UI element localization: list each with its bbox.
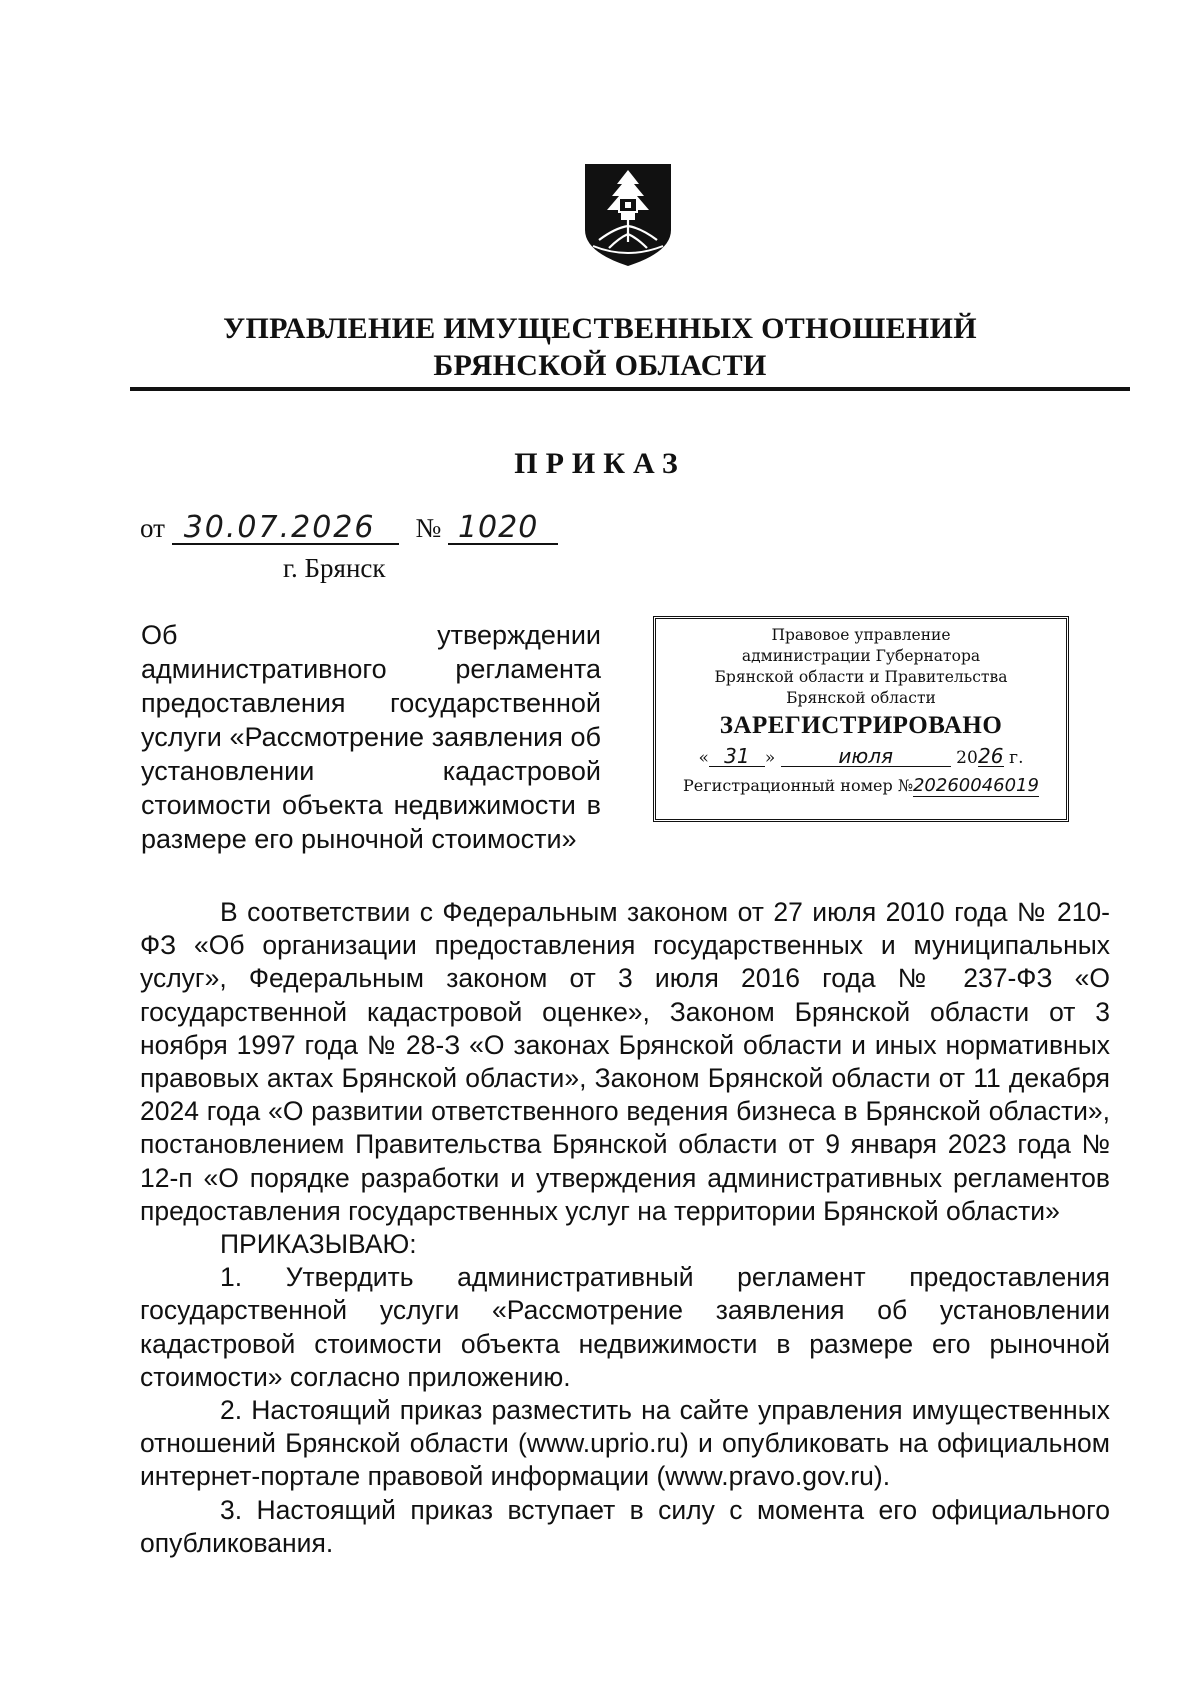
stamp-line2: администрации Губернатора <box>741 647 981 665</box>
stamp-day: 31 <box>709 746 765 767</box>
date-prefix: от <box>140 513 165 543</box>
preamble-paragraph: В соответствии с Федеральным законом от 27 июля 2010 года № 210-ФЗ «Об организации предоставления государственных и муниципальных услуг», Федеральным законом от 3 июля 2016 года № 237-ФЗ «О государственной кадастровой оценке», Законом Брянской области от 3 ноября 1997 года № 28-З «О законах Брянской области и иных нормативных правовых актах Брянской области», Законом Брянской области от 11 декабря 2024 года «О развитии ответственного ведения бизнеса в Брянской области», постановлением Правительства Брянской области от 9 января 2023 года № 12-п «О порядке разработки и утверждения административных регламентов предоставления государственных услуг на территории Брянской области» <box>140 897 1110 1226</box>
stamp-registration <box>656 776 1066 797</box>
stamp-day-open: « <box>698 748 709 768</box>
order-item-1: 1. Утвердить административный регламент предоставления государственной услуги «Рассмотрение заявления об установлении кадастровой стоимости объекта недвижимости в размере его рыночной стоимости» согласно приложению. <box>140 1262 1110 1392</box>
number-sign: № <box>415 513 442 543</box>
document-type: ПРИКАЗ <box>514 447 686 480</box>
organization-title-line2: БРЯНСКОЙ ОБЛАСТИ <box>433 349 767 382</box>
order-item-3: 3. Настоящий приказ вступает в силу с момента его официального опубликования. <box>140 1494 1110 1558</box>
stamp-reg-number: 20260046019 <box>912 775 1039 796</box>
stamp-day-close: » <box>764 748 776 768</box>
stamp-year-suffix: 26 <box>978 744 1004 768</box>
document-body <box>140 896 1110 1560</box>
registration-stamp <box>653 616 1069 822</box>
organization-title-line1: УПРАВЛЕНИЕ ИМУЩЕСТВЕННЫХ ОТНОШЕНИЙ <box>223 312 977 345</box>
organization-title <box>0 310 1200 384</box>
handwritten-date: 30.07.2026 <box>172 513 399 545</box>
order-word: ПРИКАЗЫВАЮ: <box>220 1229 417 1260</box>
handwritten-number: 1020 <box>448 513 558 545</box>
stamp-status: ЗАРЕГИСТРИРОВАНО <box>719 712 1003 739</box>
stamp-reg-label: Регистрационный номер № <box>683 776 913 795</box>
stamp-line3: Брянской области и Правительства <box>714 668 1008 686</box>
stamp-month: июля <box>781 746 951 767</box>
stamp-line1: Правовое управление <box>771 626 951 644</box>
header-divider <box>130 387 1130 391</box>
document-subject: Об утверждении административного регламента предоставления государственной услуги «Рассмотрение заявления об установлении кадастровой стоимости объекта недвижимости в размере его рыночной стоимости» <box>141 620 601 854</box>
stamp-line4: Брянской области <box>786 689 936 707</box>
stamp-date <box>656 746 1066 768</box>
order-item-2: 2. Настоящий приказ разместить на сайте управления имущественных отношений Брянской области (www.uprio.ru) и опубликовать на официальном интернет-портале правовой информации (www.pravo.gov.ru). <box>140 1395 1110 1492</box>
bryansk-coat-of-arms-icon <box>581 160 675 268</box>
date-number-row <box>140 510 558 545</box>
city: г. Брянск <box>283 553 386 583</box>
stamp-year-unit: г. <box>1009 748 1024 768</box>
stamp-year-prefix: 20 <box>956 748 978 768</box>
